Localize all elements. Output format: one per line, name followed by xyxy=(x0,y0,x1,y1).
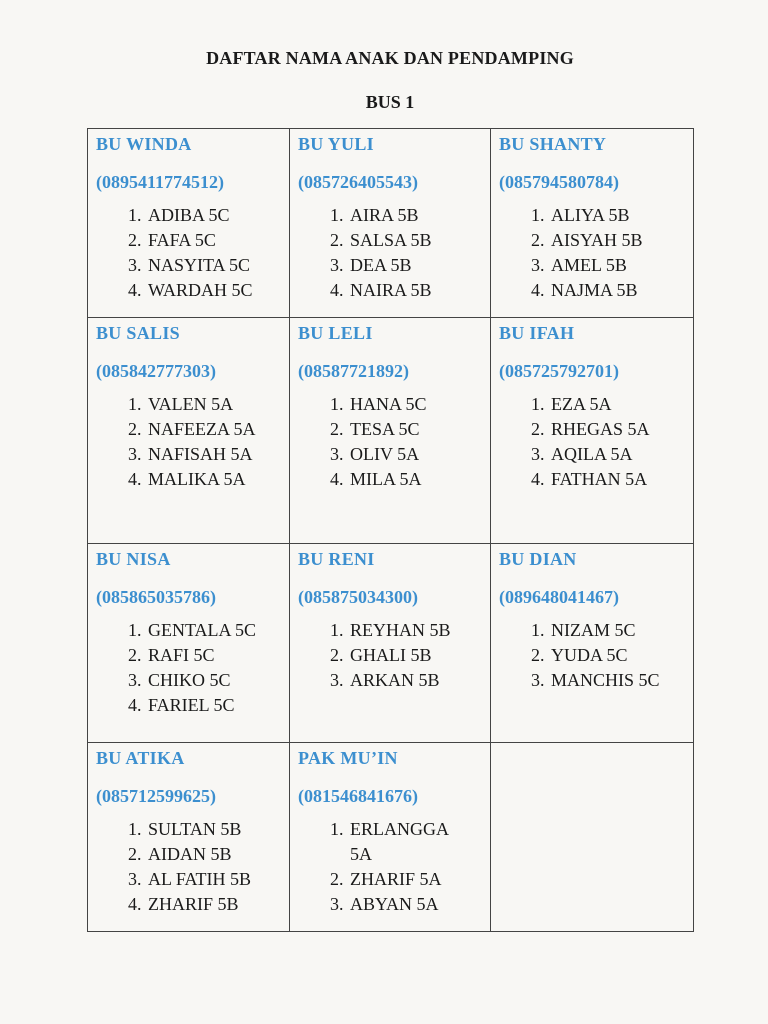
companion-name: BU YULI xyxy=(298,134,374,154)
child-list xyxy=(96,817,281,917)
child-item: 4. NAJMA 5B xyxy=(549,278,685,303)
child-list xyxy=(298,618,482,693)
child-item: 2. TESA 5C xyxy=(348,417,482,442)
group-cell xyxy=(88,318,290,544)
child-item: 2. AISYAH 5B xyxy=(549,228,685,253)
group-cell xyxy=(88,743,290,932)
child-list xyxy=(96,392,281,492)
child-item: 3. NASYITA 5C xyxy=(146,253,281,278)
child-item: 2. YUDA 5C xyxy=(549,643,685,668)
child-list xyxy=(298,817,482,917)
child-list xyxy=(499,203,685,303)
child-item: 2. RHEGAS 5A xyxy=(549,417,685,442)
table-row xyxy=(88,318,694,544)
child-list xyxy=(298,203,482,303)
companion-phone: (085875034300) xyxy=(298,587,418,607)
child-item: 1. HANA 5C xyxy=(348,392,482,417)
child-item: 3. ABYAN 5A xyxy=(348,892,442,917)
companion-name: BU IFAH xyxy=(499,323,575,343)
child-item: 2. RAFI 5C xyxy=(146,643,281,668)
child-item: 2. FAFA 5C xyxy=(146,228,281,253)
child-list xyxy=(96,203,281,303)
child-item: 4. ZHARIF 5B xyxy=(146,892,281,917)
child-item: 3. DEA 5B xyxy=(348,253,482,278)
companion-phone: (085712599625) xyxy=(96,786,216,806)
child-item: 1. ALIYA 5B xyxy=(549,203,685,228)
child-item: 2. ZHARIF 5A xyxy=(348,867,442,892)
table-row xyxy=(88,129,694,318)
child-item: 4. MILA 5A xyxy=(348,467,482,492)
child-item: 3. CHIKO 5C xyxy=(146,668,281,693)
table-row xyxy=(88,544,694,743)
companion-phone: (085865035786) xyxy=(96,587,216,607)
companion-name: BU NISA xyxy=(96,549,171,569)
child-item: 1. EZA 5A xyxy=(549,392,685,417)
companion-name: BU RENI xyxy=(298,549,375,569)
companion-table xyxy=(87,128,694,932)
child-item: 2. NAFEEZA 5A xyxy=(146,417,281,442)
companion-phone: (081546841676) xyxy=(298,786,418,806)
child-list xyxy=(499,618,685,693)
document-title: DAFTAR NAMA ANAK DAN PENDAMPING xyxy=(206,48,574,68)
child-item: 4. WARDAH 5C xyxy=(146,278,281,303)
child-list xyxy=(499,392,685,492)
companion-phone: (085725792701) xyxy=(499,361,619,381)
companion-phone: (0895411774512) xyxy=(96,172,224,192)
child-item: 1. GENTALA 5C xyxy=(146,618,281,643)
child-item: 3. ARKAN 5B xyxy=(348,668,482,693)
child-item: 3. MANCHIS 5C xyxy=(549,668,685,693)
companion-name: BU WINDA xyxy=(96,134,192,154)
child-item: 1. ADIBA 5C xyxy=(146,203,281,228)
child-item: 2. GHALI 5B xyxy=(348,643,482,668)
companion-phone: (085842777303) xyxy=(96,361,216,381)
companion-phone: (08587721892) xyxy=(298,361,409,381)
group-cell xyxy=(290,129,491,318)
companion-name: BU DIAN xyxy=(499,549,577,569)
group-cell xyxy=(290,318,491,544)
companion-name: BU SHANTY xyxy=(499,134,607,154)
group-cell xyxy=(491,544,694,743)
group-cell xyxy=(290,544,491,743)
child-item: 1. AIRA 5B xyxy=(348,203,482,228)
companion-name: BU ATIKA xyxy=(96,748,185,768)
child-item: 3. AQILA 5A xyxy=(549,442,685,467)
child-item: 4. NAIRA 5B xyxy=(348,278,482,303)
bus-label: BUS 1 xyxy=(365,92,415,112)
group-cell xyxy=(290,743,491,932)
companion-name: BU LELI xyxy=(298,323,373,343)
child-item: 3. AL FATIH 5B xyxy=(146,867,281,892)
child-item: 1. NIZAM 5C xyxy=(549,618,685,643)
child-list xyxy=(96,618,281,718)
companion-name: BU SALIS xyxy=(96,323,180,343)
child-item: 1. SULTAN 5B xyxy=(146,817,281,842)
child-item: 3. AMEL 5B xyxy=(549,253,685,278)
group-cell xyxy=(88,544,290,743)
child-item: 4. FARIEL 5C xyxy=(146,693,281,718)
child-item: 3. NAFISAH 5A xyxy=(146,442,281,467)
child-item: 3. OLIV 5A xyxy=(348,442,482,467)
child-list xyxy=(298,392,482,492)
empty-cell xyxy=(491,743,694,932)
group-cell xyxy=(491,129,694,318)
companion-phone: (085794580784) xyxy=(499,172,619,192)
group-cell xyxy=(88,129,290,318)
child-item: 1. REYHAN 5B xyxy=(348,618,482,643)
child-item: 1. ERLANGGA 5A xyxy=(348,817,442,867)
companion-name: PAK MU’IN xyxy=(298,748,398,768)
child-item: 4. FATHAN 5A xyxy=(549,467,685,492)
child-item: 1. VALEN 5A xyxy=(146,392,281,417)
companion-phone: (089648041467) xyxy=(499,587,619,607)
table-row xyxy=(88,743,694,932)
group-cell xyxy=(491,318,694,544)
companion-phone: (085726405543) xyxy=(298,172,418,192)
child-item: 4. MALIKA 5A xyxy=(146,467,281,492)
child-item: 2. AIDAN 5B xyxy=(146,842,281,867)
child-item: 2. SALSA 5B xyxy=(348,228,482,253)
